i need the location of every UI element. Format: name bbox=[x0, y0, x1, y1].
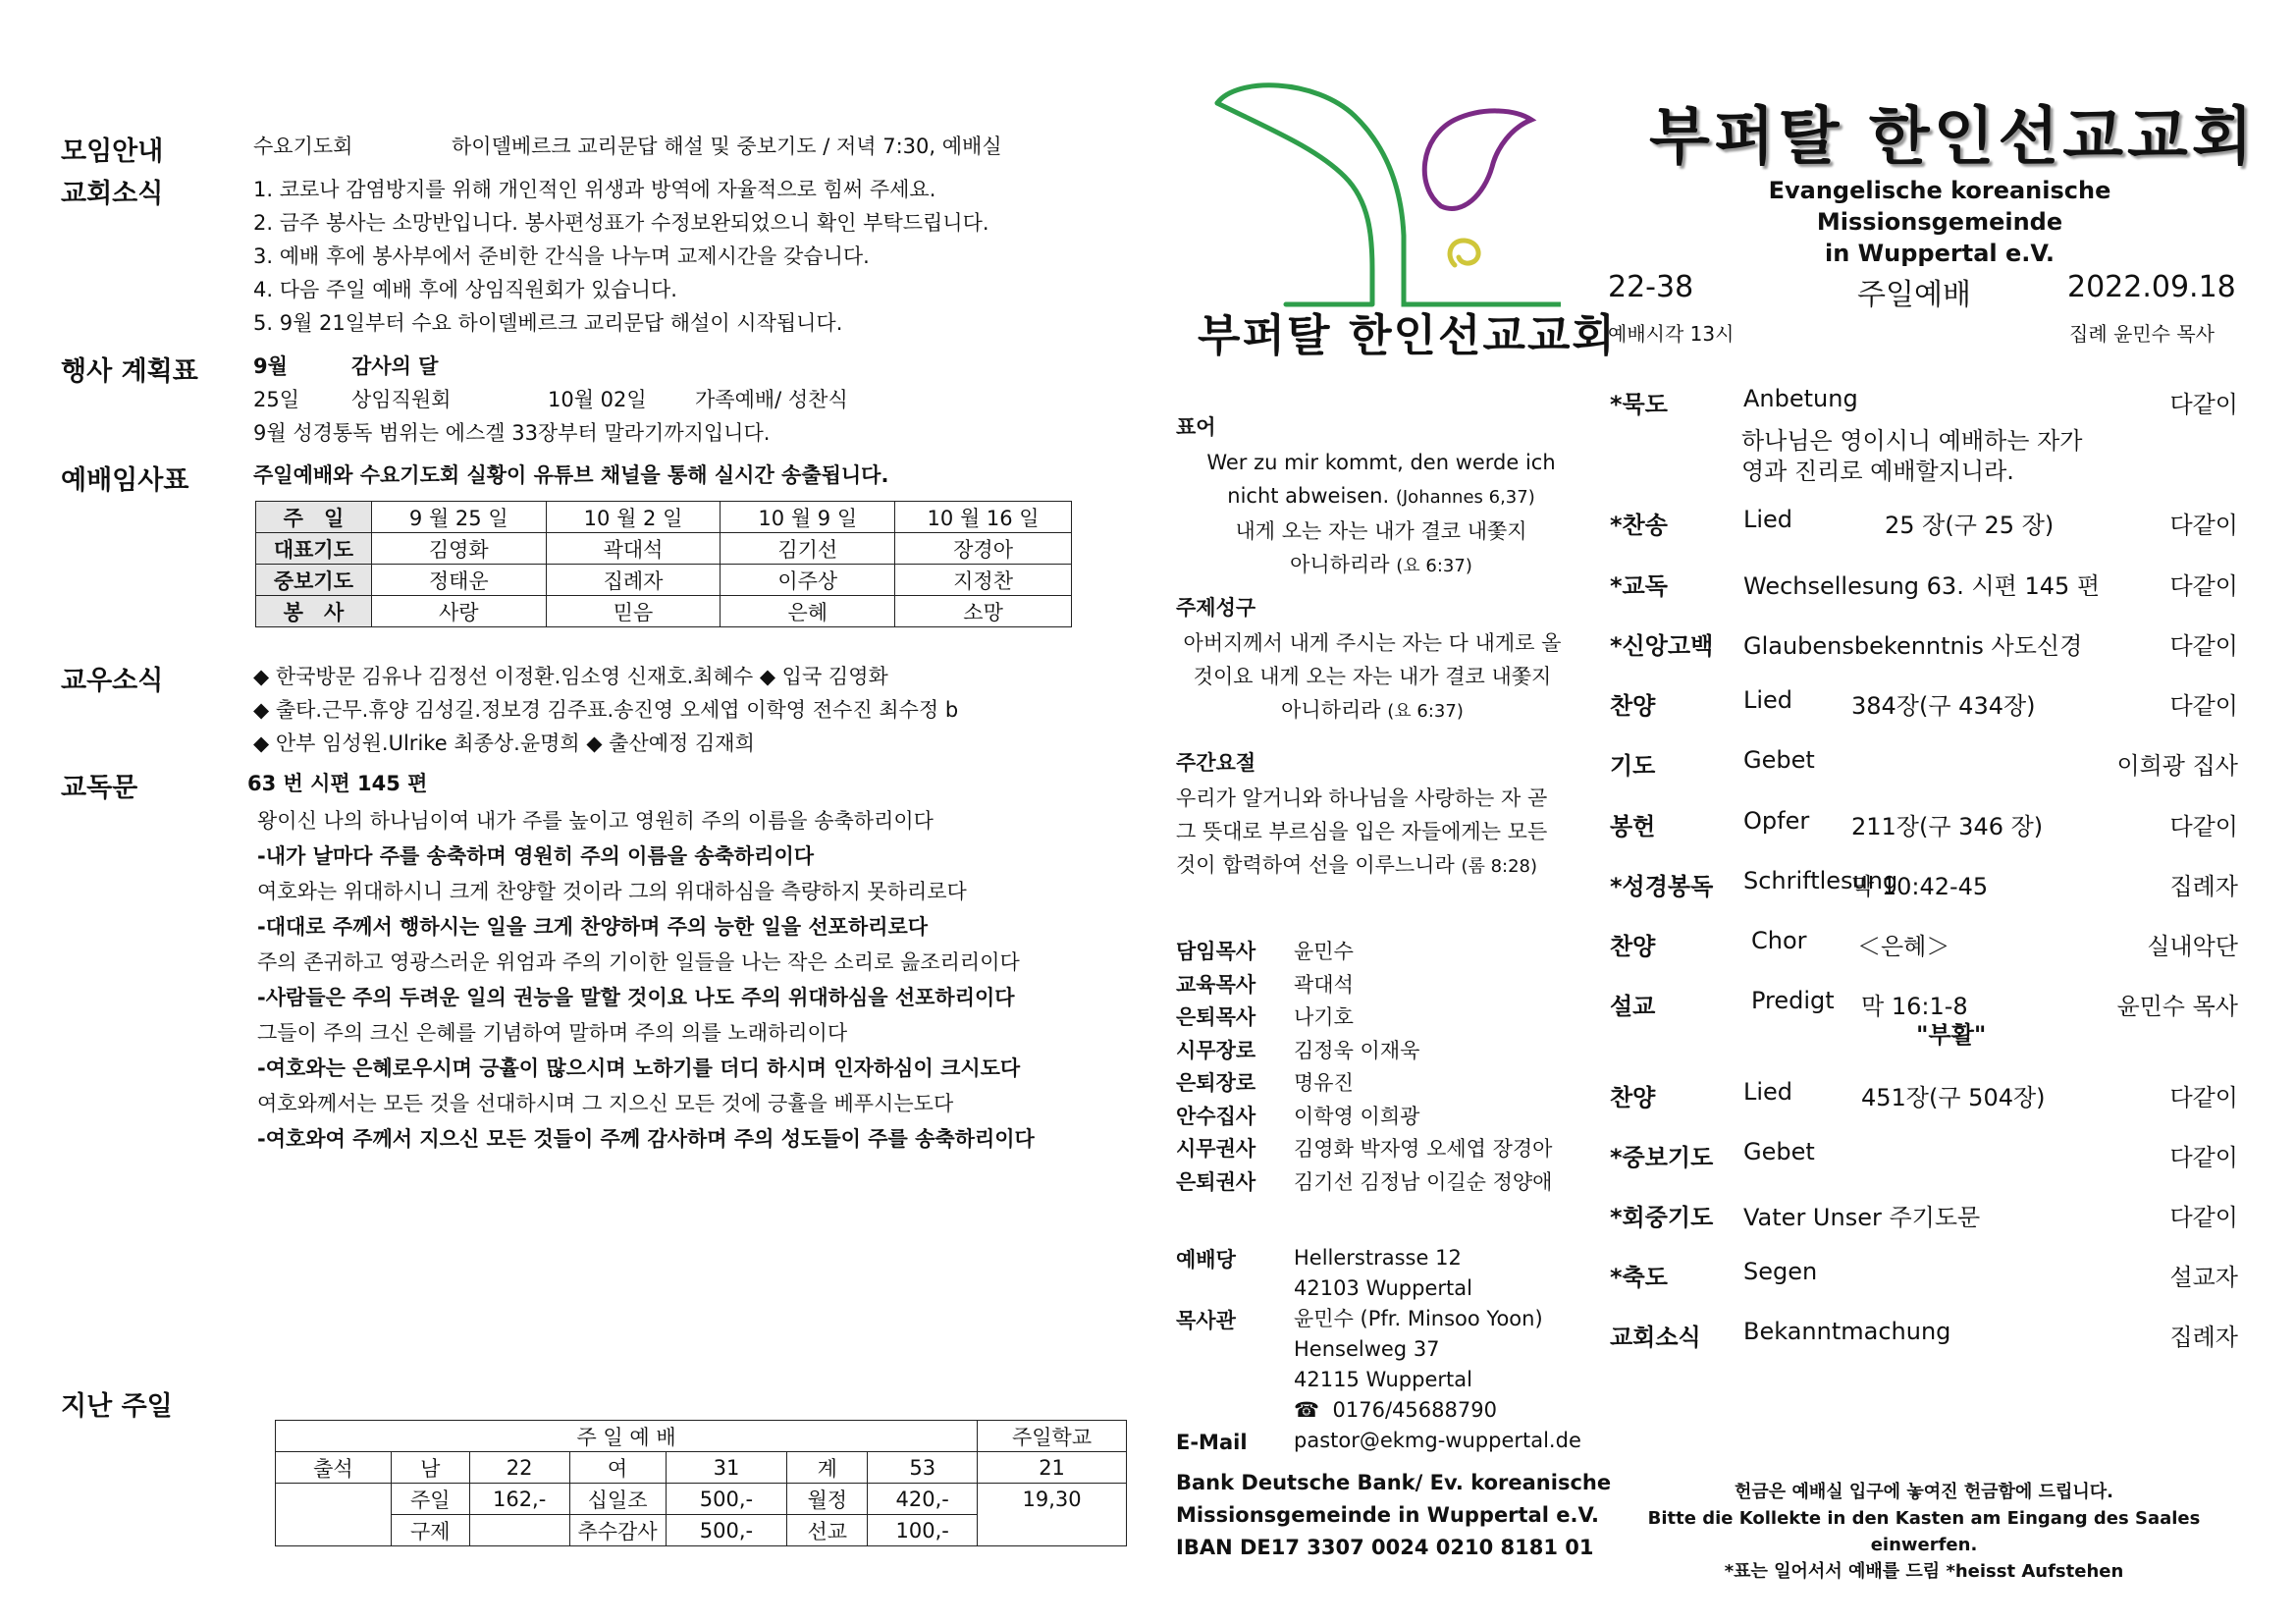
motto-ko-1: 내게 오는 자는 내가 결코 내쫓지 bbox=[1235, 519, 1527, 543]
meeting-name: 수요기도회 bbox=[253, 135, 353, 158]
staff-names: 김기선 김정남 이길순 정양애 bbox=[1294, 1169, 1553, 1194]
members-title: 교우소식 bbox=[61, 666, 164, 696]
theme-line-2: 것이요 내게 오는 자는 내가 결코 내쫓지 bbox=[1193, 665, 1552, 688]
table-cell: 10 월 9 일 bbox=[721, 502, 895, 533]
church-name: 부퍼탈 한인선교교회 bbox=[1649, 101, 2257, 174]
order-label: 설교 bbox=[1610, 993, 1656, 1020]
table-cell: 김영화 bbox=[371, 533, 546, 565]
presider: 집례 윤민수 목사 bbox=[2069, 322, 2215, 346]
manse-label: 목사관 bbox=[1176, 1309, 1236, 1332]
news-item: 5. 9월 21일부터 수요 하이델베르크 교리문답 해설이 시작됩니다. bbox=[253, 311, 843, 335]
table-row bbox=[256, 565, 1072, 596]
reading-lines bbox=[257, 803, 1035, 1157]
order-german: Lied bbox=[1743, 506, 1793, 533]
staff-role: 은퇴목사 bbox=[1176, 1005, 1256, 1029]
reading-line: 왕이신 나의 하나님이여 내가 주를 높이고 영원히 주의 이름을 송축하리이다 bbox=[257, 809, 934, 833]
order-who: 실내악단 bbox=[2147, 933, 2238, 960]
duty-table bbox=[255, 501, 1072, 627]
staff-names: 김정욱 이재욱 bbox=[1294, 1038, 1420, 1062]
order-detail: ＜은혜＞ bbox=[1857, 933, 1950, 960]
order-row bbox=[1610, 1138, 2238, 1181]
reading-line: 여호와께서는 모든 것을 선대하시며 그 지으신 모든 것에 긍휼을 베푸시는도다 bbox=[257, 1092, 954, 1115]
motto-de-1: Wer zu mir kommt, den werde ich bbox=[1206, 451, 1556, 474]
bank-block bbox=[1176, 1467, 1611, 1564]
staff-names: 명유진 bbox=[1294, 1071, 1354, 1095]
motto-ko-line-2 bbox=[1176, 548, 1586, 583]
table-row bbox=[256, 596, 1072, 627]
table-cell: 10 월 2 일 bbox=[546, 502, 721, 533]
table-cell: 구제 bbox=[391, 1515, 469, 1546]
order-row bbox=[1610, 927, 2238, 970]
order-detail: 451장(구 504장) bbox=[1861, 1084, 2046, 1111]
weekly-block bbox=[1176, 782, 1547, 884]
table-cell: 지정찬 bbox=[895, 565, 1072, 596]
reading-line: -사람들은 주의 두려운 일의 권능을 말할 것이요 나도 주의 위대하심을 선포하리이다 bbox=[257, 986, 1015, 1009]
weekly-line-1: 우리가 알거니와 하나님을 사랑하는 자 곧 bbox=[1176, 786, 1548, 810]
order-label: 기도 bbox=[1610, 752, 1656, 780]
order-label: 찬양 bbox=[1610, 692, 1656, 720]
service-date: 2022.09.18 bbox=[2067, 270, 2236, 304]
table-cell: 김기선 bbox=[721, 533, 895, 565]
order-label: *축도 bbox=[1610, 1264, 1668, 1291]
events-note: 9월 성경통독 범위는 에스겔 33장부터 말라기까지입니다. bbox=[253, 421, 771, 445]
address-line-2: 42103 Wuppertal bbox=[1294, 1276, 1472, 1300]
email-label: E-Mail bbox=[1176, 1431, 1248, 1454]
phone-number: 0176/45688790 bbox=[1332, 1398, 1497, 1422]
staff-names: 윤민수 bbox=[1294, 940, 1354, 963]
table-cell: 은혜 bbox=[721, 596, 895, 627]
events-date-2: 10월 02일 bbox=[548, 388, 647, 411]
order-who: 이희광 집사 bbox=[2116, 752, 2238, 780]
duty-note: 주일예배와 수요기도회 실황이 유튜브 채널을 통해 실시간 송출됩니다. bbox=[253, 463, 889, 487]
news-item: 3. 예배 후에 봉사부에서 준비한 간식을 나누며 교제시간을 갖습니다. bbox=[253, 244, 870, 268]
table-cell: 월정 bbox=[787, 1484, 868, 1515]
service-name: 주일예배 bbox=[1857, 278, 1971, 312]
order-label: *교독 bbox=[1610, 572, 1668, 600]
order-row bbox=[1610, 1198, 2238, 1241]
events-title: 행사 계획표 bbox=[61, 356, 198, 387]
order-who: 다같이 bbox=[2169, 813, 2238, 840]
order-german: Wechsellesung 63. 시편 145 편 bbox=[1743, 572, 2101, 600]
events-event-1: 상임직원회 bbox=[351, 388, 452, 411]
staff-row bbox=[1176, 1067, 1588, 1099]
order-label: *찬송 bbox=[1610, 512, 1668, 539]
weekly-ref: (롬 8:28) bbox=[1461, 856, 1538, 877]
motto-ko-2: 아니하리라 bbox=[1290, 553, 1390, 576]
logo-seed-yellow bbox=[1450, 241, 1478, 265]
order-german: Opfer bbox=[1743, 807, 1810, 835]
events-theme: 감사의 달 bbox=[351, 354, 439, 378]
logo-leaf-green bbox=[1217, 85, 1561, 304]
reading-line: -여호와여 주께서 지으신 모든 것들이 주께 감사하며 주의 성도들이 주를 송축하리이다 bbox=[257, 1127, 1035, 1151]
staff-row bbox=[1176, 969, 1588, 1001]
list-item: ◆ 한국방문 김유나 김정선 이정환.임소영 신재호.최혜수 ◆ 입국 김영화 bbox=[253, 665, 888, 688]
address-label: 예배당 bbox=[1176, 1248, 1236, 1272]
staff-row bbox=[1176, 1001, 1588, 1033]
order-who: 집례자 bbox=[2169, 873, 2238, 900]
bank-line-3: IBAN DE17 3307 0024 0210 8181 01 bbox=[1176, 1536, 1594, 1559]
theme-title: 주제성구 bbox=[1176, 596, 1256, 620]
motto-block bbox=[1176, 446, 1586, 583]
staff-row bbox=[1176, 1101, 1588, 1132]
address-block bbox=[1294, 1243, 1581, 1456]
table-cell: 추수감사 bbox=[569, 1515, 666, 1546]
order-row bbox=[1610, 626, 2238, 670]
table-cell: 19,30 bbox=[978, 1484, 1127, 1546]
service-time: 예배시각 13시 bbox=[1608, 322, 1735, 346]
order-german: Gebet bbox=[1743, 746, 1815, 774]
weekly-title: 주간요절 bbox=[1176, 751, 1256, 775]
order-label: *신앙고백 bbox=[1610, 632, 1714, 660]
table-cell: 53 bbox=[868, 1452, 978, 1484]
staff-names: 이학영 이희광 bbox=[1294, 1104, 1420, 1128]
logo-leaf-purple bbox=[1424, 111, 1531, 209]
order-row bbox=[1610, 567, 2238, 610]
last-week-title: 지난 주일 bbox=[61, 1391, 173, 1422]
order-label: 찬양 bbox=[1610, 933, 1656, 960]
order-who: 집례자 bbox=[2169, 1324, 2238, 1351]
staff-row bbox=[1176, 1035, 1588, 1066]
staff-role: 시무권사 bbox=[1176, 1137, 1256, 1161]
staff-role: 은퇴장로 bbox=[1176, 1071, 1256, 1095]
subtitle-line-2: in Wuppertal e.V. bbox=[1825, 240, 2055, 267]
order-who: 다같이 bbox=[2169, 512, 2238, 539]
table-cell: 주일 bbox=[391, 1484, 469, 1515]
staff-names: 나기호 bbox=[1294, 1005, 1354, 1029]
sermon-title: "부활" bbox=[1916, 1021, 1987, 1049]
table-cell: 21 bbox=[978, 1452, 1127, 1484]
order-who: 다같이 bbox=[2169, 391, 2238, 418]
events-date-1: 25일 bbox=[253, 388, 300, 411]
order-who: 설교자 bbox=[2169, 1264, 2238, 1291]
order-label: 교회소식 bbox=[1610, 1324, 1701, 1351]
table-cell: 100,- bbox=[868, 1515, 978, 1546]
events-event-2: 가족예배/ 성찬식 bbox=[695, 388, 848, 411]
weekly-line-2: 그 뜻대로 부르심을 입은 자들에게는 모든 bbox=[1176, 820, 1548, 843]
table-cell: 남 bbox=[391, 1452, 469, 1484]
reading-title: 교독문 bbox=[61, 773, 138, 803]
table-row bbox=[276, 1452, 1127, 1484]
order-label: *중보기도 bbox=[1610, 1144, 1714, 1171]
reading-line: 그들이 주의 크신 은혜를 기념하여 말하며 주의 의를 노래하리이다 bbox=[257, 1021, 848, 1045]
order-who: 다같이 bbox=[2169, 1204, 2238, 1231]
order-who: 다같이 bbox=[2169, 632, 2238, 660]
reading-line: 주의 존귀하고 영광스러운 위엄과 주의 기이한 일들을 나는 작은 소리로 읊조리리이다 bbox=[257, 950, 1020, 974]
email-address[interactable]: pastor@ekmg-wuppertal.de bbox=[1294, 1429, 1581, 1452]
table-cell: 162,- bbox=[469, 1484, 569, 1515]
manse-line-2: Henselweg 37 bbox=[1294, 1337, 1440, 1361]
order-detail: 막 16:1-8 bbox=[1861, 993, 1968, 1020]
staff-row bbox=[1176, 936, 1588, 967]
order-detail: 384장(구 434장) bbox=[1851, 692, 2036, 720]
order-who: 윤민수 목사 bbox=[2116, 993, 2238, 1020]
table-cell: 중보기도 bbox=[256, 565, 372, 596]
bank-line-1: Bank Deutsche Bank/ Ev. koreanische bbox=[1176, 1471, 1612, 1494]
address-line-1: Hellerstrasse 12 bbox=[1294, 1246, 1462, 1270]
order-label: 찬양 bbox=[1610, 1084, 1656, 1111]
reading-line: -대대로 주께서 행하시는 일을 크게 찬양하며 주의 능한 일을 선포하리로다 bbox=[257, 915, 929, 939]
table-cell: 이주상 bbox=[721, 565, 895, 596]
motto-de-line-2 bbox=[1176, 479, 1586, 514]
staff-row bbox=[1176, 1166, 1588, 1198]
bank-line-2: Missionsgemeinde in Wuppertal e.V. bbox=[1176, 1503, 1600, 1527]
order-row bbox=[1610, 506, 2238, 549]
order-label: *묵도 bbox=[1610, 391, 1668, 418]
order-row bbox=[1610, 1078, 2238, 1121]
news-list bbox=[253, 173, 989, 340]
meeting-title: 모임안내 bbox=[61, 136, 164, 167]
news-item: 2. 금주 봉사는 소망반입니다. 봉사편성표가 수정보완되었으니 확인 부탁드립니다. bbox=[253, 211, 989, 235]
news-title: 교회소식 bbox=[61, 179, 164, 209]
table-cell: 사랑 bbox=[371, 596, 546, 627]
theme-line-3: 아니하리라 bbox=[1281, 698, 1381, 722]
order-german: Predigt bbox=[1751, 987, 1835, 1014]
weekly-line-3: 것이 합력하여 선을 이루느니라 bbox=[1176, 853, 1455, 877]
staff-row bbox=[1176, 1133, 1588, 1164]
theme-ref: (요 6:37) bbox=[1387, 701, 1464, 722]
order-label: *회중기도 bbox=[1610, 1204, 1714, 1231]
order-who: 다같이 bbox=[2169, 1084, 2238, 1111]
table-row bbox=[256, 533, 1072, 565]
motto-de-2: nicht abweisen. bbox=[1227, 484, 1390, 508]
table-cell: 22 bbox=[469, 1452, 569, 1484]
table-cell: 십일조 bbox=[569, 1484, 666, 1515]
table-cell: 선교 bbox=[787, 1515, 868, 1546]
stand-note: *표는 일어서서 예배를 드림 *heisst Aufstehen bbox=[1724, 1561, 2124, 1582]
staff-names: 곽대석 bbox=[1294, 972, 1354, 997]
table-cell: 500,- bbox=[666, 1515, 787, 1546]
table-row bbox=[256, 502, 1072, 533]
table-cell: 봉 사 bbox=[256, 596, 372, 627]
church-logo bbox=[1198, 69, 1561, 324]
table-cell: 주 일 예 배 bbox=[276, 1421, 978, 1452]
order-german: Glaubensbekenntnis 사도신경 bbox=[1743, 632, 2083, 660]
order-detail: 막 10:42-45 bbox=[1851, 873, 1989, 900]
offering-de: Bitte die Kollekte in den Kasten am Eingang des Saales einwerfen. bbox=[1647, 1508, 2201, 1555]
staff-role: 은퇴권사 bbox=[1176, 1169, 1256, 1194]
table-cell: 500,- bbox=[666, 1484, 787, 1515]
theme-line-1: 아버지께서 내게 주시는 자는 다 내게로 올 bbox=[1183, 631, 1562, 655]
order-row bbox=[1610, 385, 2238, 428]
reading-line: -내가 날마다 주를 송축하며 영원히 주의 이름을 송축하리이다 bbox=[257, 844, 815, 868]
order-german: Lied bbox=[1743, 1078, 1793, 1106]
order-german: Anbetung bbox=[1743, 385, 1858, 412]
table-cell: 믿음 bbox=[546, 596, 721, 627]
table-row bbox=[276, 1484, 1127, 1515]
manse-line-3: 42115 Wuppertal bbox=[1294, 1368, 1472, 1391]
offering-ko: 헌금은 예배실 입구에 놓여진 헌금함에 드립니다. bbox=[1735, 1482, 2113, 1502]
table-cell: 소망 bbox=[895, 596, 1072, 627]
meeting-detail: 하이델베르크 교리문답 해설 및 중보기도 / 저녁 7:30, 예배실 bbox=[452, 135, 1002, 158]
table-cell: 9 월 25 일 bbox=[371, 502, 546, 533]
duty-title: 예배임사표 bbox=[61, 465, 189, 496]
order-german: Segen bbox=[1743, 1258, 1818, 1285]
prayer-text bbox=[1741, 426, 2082, 487]
table-cell: 31 bbox=[666, 1452, 787, 1484]
order-row bbox=[1610, 867, 2238, 910]
order-row bbox=[1610, 686, 2238, 730]
offering-note bbox=[1610, 1479, 2238, 1585]
prayer-line-1: 하나님은 영이시니 예배하는 자가 bbox=[1741, 427, 2083, 455]
news-item: 1. 코로나 감염방지를 위해 개인적인 위생과 방역에 자율적으로 힘써 주세요. bbox=[253, 178, 936, 201]
table-cell bbox=[276, 1484, 392, 1546]
order-german: Vater Unser 주기도문 bbox=[1743, 1204, 1981, 1231]
table-cell: 곽대석 bbox=[546, 533, 721, 565]
motto-title: 표어 bbox=[1176, 415, 1216, 439]
reading-heading: 63 번 시편 145 편 bbox=[247, 772, 428, 795]
order-detail: 211장(구 346 장) bbox=[1851, 813, 2044, 840]
order-row bbox=[1610, 807, 2238, 850]
order-german: Chor bbox=[1751, 927, 1807, 954]
table-cell: 계 bbox=[787, 1452, 868, 1484]
logo-text: 부퍼탈 한인선교교회 bbox=[1198, 309, 1617, 361]
order-who: 다같이 bbox=[2169, 692, 2238, 720]
staff-names: 김영화 박자영 오세엽 장경아 bbox=[1294, 1137, 1553, 1161]
reading-line: -여호와는 은혜로우시며 긍휼이 많으시며 노하기를 더디 하시며 인자하심이 크시도다 bbox=[257, 1056, 1021, 1080]
order-row bbox=[1610, 1258, 2238, 1301]
week-number: 22-38 bbox=[1608, 270, 1694, 304]
order-row bbox=[1610, 1318, 2238, 1361]
order-detail: 25 장(구 25 장) bbox=[1885, 512, 2055, 539]
order-label: 봉헌 bbox=[1610, 813, 1656, 840]
motto-ko-ref: (요 6:37) bbox=[1396, 556, 1472, 576]
phone-line bbox=[1294, 1395, 1581, 1426]
table-cell: 주일학교 bbox=[978, 1421, 1127, 1452]
table-cell: 10 월 16 일 bbox=[895, 502, 1072, 533]
table-cell: 여 bbox=[569, 1452, 666, 1484]
motto-de-ref: (Johannes 6,37) bbox=[1395, 487, 1535, 508]
news-item: 4. 다음 주일 예배 후에 상임직원회가 있습니다. bbox=[253, 278, 677, 301]
table-cell: 장경아 bbox=[895, 533, 1072, 565]
logo-leaf-green-inner bbox=[1217, 103, 1372, 304]
subtitle-line-1: Evangelische koreanische Missionsgemeinde bbox=[1768, 177, 2111, 236]
order-row bbox=[1610, 746, 2238, 789]
staff-role: 교육목사 bbox=[1176, 972, 1256, 997]
staff-role: 안수집사 bbox=[1176, 1104, 1256, 1128]
phone-icon: ☎ bbox=[1294, 1398, 1320, 1422]
table-cell: 420,- bbox=[868, 1484, 978, 1515]
order-who: 다같이 bbox=[2169, 1144, 2238, 1171]
table-cell bbox=[469, 1515, 569, 1546]
table-row bbox=[276, 1421, 1127, 1452]
table-cell: 대표기도 bbox=[256, 533, 372, 565]
reading-line: 여호와는 위대하시니 크게 찬양할 것이라 그의 위대하심을 측량하지 못하리로다 bbox=[257, 880, 967, 903]
staff-role: 시무장로 bbox=[1176, 1038, 1256, 1062]
table-cell: 정태운 bbox=[371, 565, 546, 596]
order-who: 다같이 bbox=[2169, 572, 2238, 600]
theme-block bbox=[1176, 626, 1569, 729]
manse-line-1: 윤민수 (Pfr. Minsoo Yoon) bbox=[1294, 1307, 1543, 1330]
list-item: ◆ 안부 임성원.Ulrike 최종상.윤명희 ◆ 출산예정 김재희 bbox=[253, 731, 755, 755]
order-german: Lied bbox=[1743, 686, 1793, 714]
order-german: Bekanntmachung bbox=[1743, 1318, 1951, 1345]
weekly-line-3-row bbox=[1176, 848, 1547, 884]
table-cell: 주 일 bbox=[256, 502, 372, 533]
table-cell: 출석 bbox=[276, 1452, 392, 1484]
table-cell: 집례자 bbox=[546, 565, 721, 596]
prayer-line-2: 영과 진리로 예배할지니라. bbox=[1741, 458, 2014, 485]
last-week-table bbox=[275, 1420, 1127, 1546]
church-subtitle bbox=[1645, 175, 2234, 269]
theme-line-3-row bbox=[1176, 693, 1569, 729]
events-month: 9월 bbox=[253, 354, 288, 378]
order-german: Gebet bbox=[1743, 1138, 1815, 1165]
list-item: ◆ 출타.근무.휴양 김성길.정보경 김주표.송진영 오세엽 이학영 전수진 최수정 b bbox=[253, 698, 959, 722]
order-label: *성경봉독 bbox=[1610, 873, 1714, 900]
order-german: Schriftlesung bbox=[1743, 867, 1898, 894]
staff-role: 담임목사 bbox=[1176, 940, 1256, 963]
members-list bbox=[253, 660, 958, 760]
